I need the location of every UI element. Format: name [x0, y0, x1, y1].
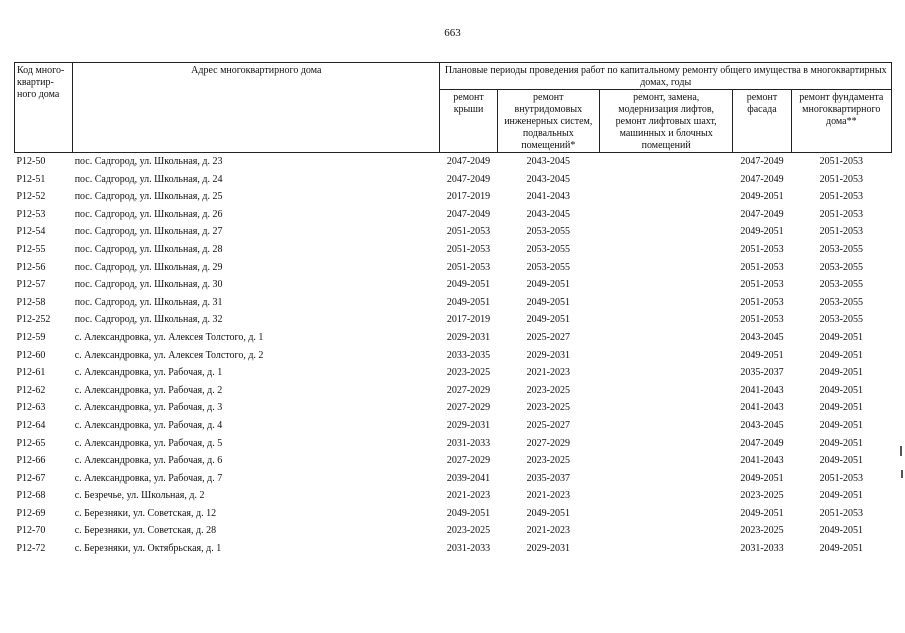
foundation-period-cell: 2051-2053	[819, 156, 863, 167]
foundation-period-cell: 2051-2053	[819, 226, 863, 238]
systems-period-cell: 2023-2025	[526, 455, 570, 467]
foundation-period-cell: 2049-2051	[819, 455, 863, 467]
systems-period-cell: 2043-2045	[526, 208, 570, 220]
systems-period-cell: 2049-2051	[526, 296, 570, 308]
header-roof: ремонт крыши	[440, 90, 497, 153]
roof-period-cell: 2031-2033	[446, 437, 491, 449]
address-cell: с. Александровка, ул. Рабочая, д. 7	[74, 472, 223, 484]
address-cell: с. Александровка, ул. Алексея Толстого, д. 1	[74, 331, 264, 343]
roof-period-cell: 2047-2049	[446, 156, 491, 167]
header-systems: ремонт внутридомовых инженерных систем, подвальных помещений*	[497, 90, 599, 153]
foundation-period-cell: 2051-2053	[819, 191, 863, 203]
lifts-period-cell	[599, 364, 732, 382]
code-cell: Р12-70	[16, 525, 46, 537]
page-number: 663	[444, 27, 461, 39]
table-body	[15, 153, 892, 558]
address-cell: пос. Садгород, ул. Школьная, д. 29	[74, 261, 223, 273]
lifts-period-cell	[599, 487, 732, 505]
roof-period-cell: 2027-2029	[446, 402, 491, 414]
systems-period-cell: 2049-2051	[526, 279, 570, 291]
facade-period-cell: 2023-2025	[740, 490, 784, 502]
code-cell: Р12-64	[16, 419, 46, 431]
code-cell: Р12-52	[16, 191, 46, 203]
table-row	[15, 487, 892, 505]
roof-period-cell: 2027-2029	[446, 384, 491, 396]
systems-period-cell: 2025-2027	[526, 331, 570, 343]
lifts-period-cell	[599, 399, 732, 417]
scan-edge-mark	[900, 446, 902, 456]
facade-period-cell: 2051-2053	[740, 261, 784, 273]
table-row	[15, 276, 892, 294]
systems-period-cell: 2049-2051	[526, 507, 570, 519]
roof-period-cell: 2049-2051	[446, 296, 491, 308]
code-cell: Р12-59	[16, 331, 46, 343]
table-row	[15, 171, 892, 189]
address-cell: пос. Садгород, ул. Школьная, д. 28	[74, 243, 223, 255]
code-cell: Р12-63	[16, 402, 46, 414]
table-row	[15, 452, 892, 470]
lifts-period-cell	[599, 329, 732, 347]
lifts-period-cell	[599, 435, 732, 453]
facade-period-cell: 2043-2045	[740, 419, 784, 431]
code-cell: Р12-61	[16, 367, 46, 379]
foundation-period-cell: 2051-2053	[819, 472, 863, 484]
table-row	[15, 294, 892, 312]
foundation-period-cell: 2053-2055	[819, 279, 863, 291]
code-cell: Р12-58	[16, 296, 46, 308]
code-cell: Р12-62	[16, 384, 46, 396]
foundation-period-cell: 2053-2055	[819, 261, 863, 273]
facade-period-cell: 2051-2053	[740, 243, 784, 255]
roof-period-cell: 2051-2053	[446, 261, 491, 273]
code-cell: Р12-72	[16, 543, 46, 555]
code-cell: Р12-56	[16, 261, 46, 273]
code-cell: Р12-65	[16, 437, 46, 449]
foundation-period-cell: 2053-2055	[819, 243, 863, 255]
systems-period-cell: 2027-2029	[526, 437, 570, 449]
foundation-period-cell: 2049-2051	[819, 525, 863, 537]
address-cell: с. Березняки, ул. Советская, д. 12	[74, 507, 217, 519]
lifts-period-cell	[599, 223, 732, 241]
systems-period-cell: 2025-2027	[526, 419, 570, 431]
address-cell: с. Березняки, ул. Октябрьская, д. 1	[74, 543, 222, 555]
roof-period-cell: 2017-2019	[446, 314, 491, 326]
facade-period-cell: 2051-2053	[740, 314, 784, 326]
facade-period-cell: 2049-2051	[740, 507, 784, 519]
facade-period-cell: 2049-2051	[740, 472, 784, 484]
foundation-period-cell: 2051-2053	[819, 507, 863, 519]
table-row	[15, 417, 892, 435]
address-cell: с. Березняки, ул. Советская, д. 28	[74, 525, 217, 537]
address-cell: пос. Садгород, ул. Школьная, д. 32	[74, 314, 223, 326]
systems-period-cell: 2043-2045	[526, 173, 570, 185]
foundation-period-cell: 2049-2051	[819, 349, 863, 361]
facade-period-cell: 2035-2037	[740, 367, 784, 379]
code-cell: Р12-51	[16, 173, 46, 185]
foundation-period-cell: 2049-2051	[819, 490, 863, 502]
code-cell: Р12-53	[16, 208, 46, 220]
table-row	[15, 540, 892, 558]
lifts-period-cell	[599, 522, 732, 540]
lifts-period-cell	[599, 347, 732, 365]
roof-period-cell: 2023-2025	[446, 367, 491, 379]
address-cell: с. Александровка, ул. Рабочая, д. 5	[74, 437, 223, 449]
code-cell: Р12-54	[16, 226, 46, 238]
systems-period-cell: 2029-2031	[526, 349, 570, 361]
lifts-period-cell	[599, 259, 732, 277]
roof-period-cell: 2023-2025	[446, 525, 491, 537]
lifts-period-cell	[599, 470, 732, 488]
foundation-period-cell: 2049-2051	[819, 402, 863, 414]
facade-period-cell: 2047-2049	[740, 156, 784, 167]
foundation-period-cell: 2049-2051	[819, 331, 863, 343]
table-row	[15, 364, 892, 382]
systems-period-cell: 2021-2023	[526, 490, 570, 502]
roof-period-cell: 2033-2035	[446, 349, 491, 361]
code-cell: Р12-69	[16, 507, 46, 519]
roof-period-cell: 2029-2031	[446, 331, 491, 343]
foundation-period-cell: 2053-2055	[819, 314, 863, 326]
foundation-period-cell: 2049-2051	[819, 384, 863, 396]
header-code: Код много-квартир-ного дома	[15, 63, 73, 153]
systems-period-cell: 2049-2051	[526, 314, 570, 326]
systems-period-cell: 2023-2025	[526, 402, 570, 414]
lifts-period-cell	[599, 241, 732, 259]
lifts-period-cell	[599, 171, 732, 189]
address-cell: пос. Садгород, ул. Школьная, д. 31	[74, 296, 223, 308]
lifts-period-cell	[599, 276, 732, 294]
roof-period-cell: 2017-2019	[446, 191, 491, 203]
table-row	[15, 399, 892, 417]
roof-period-cell: 2031-2033	[446, 543, 491, 555]
facade-period-cell: 2051-2053	[740, 279, 784, 291]
address-cell: пос. Садгород, ул. Школьная, д. 27	[74, 226, 223, 238]
foundation-period-cell: 2053-2055	[819, 296, 863, 308]
address-cell: с. Безречье, ул. Школьная, д. 2	[74, 490, 205, 502]
facade-period-cell: 2041-2043	[740, 455, 784, 467]
roof-period-cell: 2039-2041	[446, 472, 491, 484]
facade-period-cell: 2047-2049	[740, 208, 784, 220]
table-row	[15, 470, 892, 488]
header-address: Адрес многоквартирного дома	[73, 63, 440, 153]
facade-period-cell: 2047-2049	[740, 173, 784, 185]
systems-period-cell: 2053-2055	[526, 261, 570, 273]
code-cell: Р12-55	[16, 243, 46, 255]
lifts-period-cell	[599, 188, 732, 206]
code-cell: Р12-60	[16, 349, 46, 361]
code-cell: Р12-67	[16, 472, 46, 484]
lifts-period-cell	[599, 505, 732, 523]
address-cell: с. Александровка, ул. Рабочая, д. 3	[74, 402, 223, 414]
facade-period-cell: 2043-2045	[740, 331, 784, 343]
foundation-period-cell: 2049-2051	[819, 437, 863, 449]
roof-period-cell: 2021-2023	[446, 490, 491, 502]
lifts-period-cell	[599, 382, 732, 400]
roof-period-cell: 2049-2051	[446, 507, 491, 519]
lifts-period-cell	[599, 417, 732, 435]
roof-period-cell: 2049-2051	[446, 279, 491, 291]
code-cell: Р12-50	[16, 156, 46, 167]
systems-period-cell: 2053-2055	[526, 226, 570, 238]
address-cell: пос. Садгород, ул. Школьная, д. 24	[74, 173, 223, 185]
header-periods-group: Плановые периоды проведения работ по капитальному ремонту общего имущества в многоквартирных домах, годы	[440, 63, 892, 90]
roof-period-cell: 2027-2029	[446, 455, 491, 467]
table-row	[15, 522, 892, 540]
header-facade: ремонт фасада	[733, 90, 791, 153]
code-cell: Р12-68	[16, 490, 46, 502]
table-row	[15, 347, 892, 365]
lifts-period-cell	[599, 153, 732, 171]
systems-period-cell: 2023-2025	[526, 384, 570, 396]
roof-period-cell: 2029-2031	[446, 419, 491, 431]
table-row	[15, 223, 892, 241]
systems-period-cell: 2043-2045	[526, 156, 570, 167]
lifts-period-cell	[599, 311, 732, 329]
roof-period-cell: 2047-2049	[446, 173, 491, 185]
facade-period-cell: 2049-2051	[740, 191, 784, 203]
capital-repair-table	[14, 62, 892, 558]
table-row	[15, 329, 892, 347]
lifts-period-cell	[599, 294, 732, 312]
address-cell: с. Александровка, ул. Рабочая, д. 2	[74, 384, 223, 396]
foundation-period-cell: 2049-2051	[819, 543, 863, 555]
table-row	[15, 206, 892, 224]
facade-period-cell: 2049-2051	[740, 349, 784, 361]
roof-period-cell: 2047-2049	[446, 208, 491, 220]
address-cell: пос. Садгород, ул. Школьная, д. 30	[74, 279, 223, 291]
address-cell: с. Александровка, ул. Рабочая, д. 1	[74, 367, 223, 379]
foundation-period-cell: 2051-2053	[819, 208, 863, 220]
table-row	[15, 241, 892, 259]
foundation-period-cell: 2049-2051	[819, 419, 863, 431]
facade-period-cell: 2041-2043	[740, 384, 784, 396]
table-row	[15, 435, 892, 453]
facade-period-cell: 2049-2051	[740, 226, 784, 238]
table-row	[15, 311, 892, 329]
foundation-period-cell: 2049-2051	[819, 367, 863, 379]
header-lifts: ремонт, замена, модернизация лифтов, ремонт лифтовых шахт, машинных и блочных помещений	[599, 90, 732, 153]
code-cell: Р12-66	[16, 455, 46, 467]
table-row	[15, 153, 892, 171]
header-foundation: ремонт фундамента многоквартирного дома**	[791, 90, 891, 153]
systems-period-cell: 2021-2023	[526, 367, 570, 379]
systems-period-cell: 2029-2031	[526, 543, 570, 555]
scan-edge-mark	[901, 470, 903, 478]
lifts-period-cell	[599, 206, 732, 224]
address-cell: с. Александровка, ул. Рабочая, д. 6	[74, 455, 223, 467]
address-cell: с. Александровка, ул. Алексея Толстого, д. 2	[74, 349, 264, 361]
address-cell: с. Александровка, ул. Рабочая, д. 4	[74, 419, 223, 431]
table-row	[15, 505, 892, 523]
lifts-period-cell	[599, 540, 732, 558]
address-cell: пос. Садгород, ул. Школьная, д. 25	[74, 191, 223, 203]
table-row	[15, 382, 892, 400]
systems-period-cell: 2053-2055	[526, 243, 570, 255]
systems-period-cell: 2021-2023	[526, 525, 570, 537]
roof-period-cell: 2051-2053	[446, 226, 491, 238]
table-row	[15, 259, 892, 277]
systems-period-cell: 2041-2043	[526, 191, 570, 203]
foundation-period-cell: 2051-2053	[819, 173, 863, 185]
table-row	[15, 188, 892, 206]
facade-period-cell: 2031-2033	[740, 543, 784, 555]
address-cell: пос. Садгород, ул. Школьная, д. 26	[74, 208, 223, 220]
address-cell: пос. Садгород, ул. Школьная, д. 23	[74, 156, 223, 167]
facade-period-cell: 2023-2025	[740, 525, 784, 537]
systems-period-cell: 2035-2037	[526, 472, 570, 484]
roof-period-cell: 2051-2053	[446, 243, 491, 255]
facade-period-cell: 2047-2049	[740, 437, 784, 449]
facade-period-cell: 2051-2053	[740, 296, 784, 308]
lifts-period-cell	[599, 452, 732, 470]
code-cell: Р12-57	[16, 279, 46, 291]
facade-period-cell: 2041-2043	[740, 402, 784, 414]
code-cell: Р12-252	[16, 314, 51, 326]
